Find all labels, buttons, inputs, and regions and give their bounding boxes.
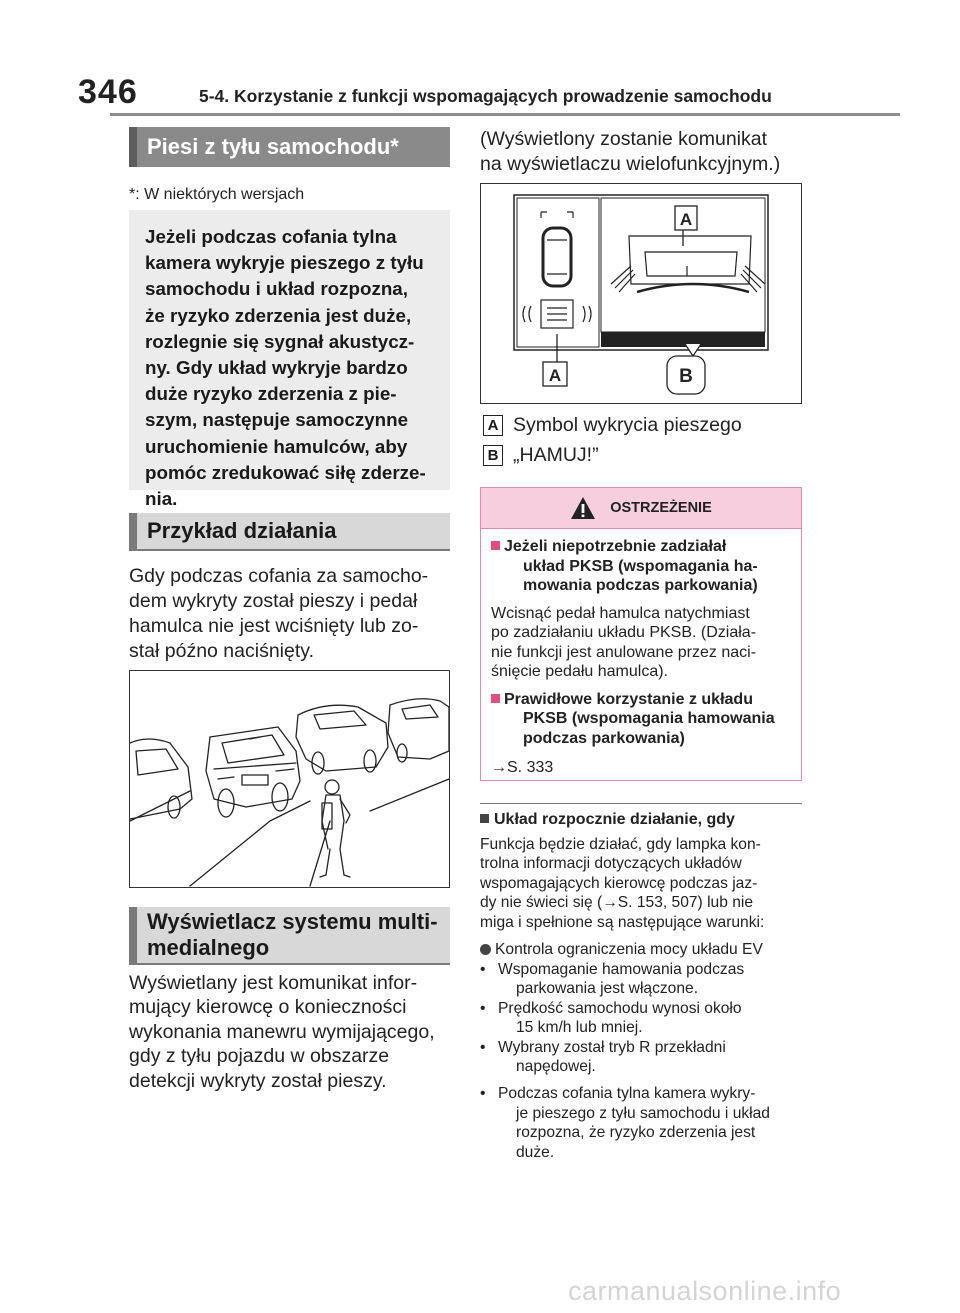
summary-line: kamera wykryje pieszego z tyłu — [145, 252, 424, 274]
summary-line: Jeżeli podczas cofania tylna — [145, 226, 397, 247]
operation-intro-line: trolna informacji dotyczących układów — [480, 855, 742, 873]
display-line: mujący kierowcę o konieczności — [129, 996, 407, 1019]
section-heading-example — [129, 513, 450, 551]
legend-text-a: Symbol wykrycia pieszego — [513, 414, 742, 436]
multifunction-display-drawing — [481, 184, 801, 403]
warning-body-line: nie funkcji jest anulowane przez naci- — [491, 643, 757, 661]
operation-intro-line: Funkcja będzie działać, gdy lampka kon- — [480, 836, 761, 853]
warning-item-1-line: Jeżeli niepotrzebnie zadziałał — [504, 538, 727, 555]
chapter-title: 5-4. Korzystanie z funkcji wspomagających prowadzenie samochodu — [199, 86, 772, 106]
condition-bullet-line: Podczas cofania tylna kamera wykry- — [498, 1085, 756, 1103]
section-heading-pedestrians — [129, 127, 450, 167]
warning-title: OSTRZEŻENIE — [610, 500, 712, 516]
warning-item-1-line: mowania podczas parkowania) — [523, 577, 758, 594]
section-heading-example-text: Przykład działania — [147, 518, 337, 543]
example-line: hamulca nie jest wciśnięty lub zo- — [129, 615, 419, 637]
example-line: dem wykryty został pieszy i pedał — [129, 590, 418, 612]
summary-line: że ryzyko zderzenia jest duże, — [145, 304, 412, 326]
summary-line: szym, następuje samoczynne — [145, 409, 409, 431]
summary-line: duże ryzyko zderzenia z pie- — [145, 383, 397, 405]
warning-body-line: śnięcie pedału hamulca). — [491, 663, 668, 680]
condition-circle-item — [480, 940, 802, 959]
condition-bullet-line: Prędkość samochodu wynosi około — [498, 999, 742, 1017]
grey-square-icon — [480, 814, 489, 823]
example-line: stał późno naciśnięty. — [129, 640, 314, 662]
pink-square-icon — [491, 694, 500, 703]
example-line: Gdy podczas cofania za samocho- — [129, 565, 429, 587]
condition-bullet-line: rozpozna, że ryzyko zderzenia jest — [516, 1124, 756, 1142]
legend-key-b: B — [483, 445, 503, 466]
bullet-dot-icon: • — [480, 999, 486, 1017]
condition-bullet-line: je pieszego z tyłu samochodu i układ — [516, 1104, 770, 1122]
warning-item-2-line: PKSB (wspomagania hamowania — [523, 710, 775, 727]
condition-bullet-line: Wybrany został tryb R przekładni — [498, 1038, 726, 1056]
display-line: detekcji wykryty został pieszy. — [129, 1069, 387, 1092]
section-heading-display — [129, 907, 450, 965]
warning-body-line: po zadziałaniu układu PKSB. (Działa- — [491, 624, 757, 641]
intro-paragraph — [480, 127, 815, 177]
legend-item-a — [483, 414, 742, 437]
section-divider — [480, 803, 802, 804]
section-heading-pedestrians-text: Piesi z tyłu samochodu* — [147, 134, 399, 159]
pink-square-icon — [491, 541, 500, 550]
parking-scene-drawing — [130, 671, 449, 887]
condition-bullet-line: duże. — [516, 1143, 555, 1161]
display-line: wykonania manewru wymijającego, — [129, 1020, 435, 1043]
summary-line: uruchomienie hamulców, aby — [145, 435, 408, 457]
example-paragraph — [129, 564, 459, 664]
condition-bullet — [480, 1038, 802, 1077]
condition-circle-text: Kontrola ograniczenia mocy układu EV — [495, 941, 763, 958]
parking-illustration — [129, 670, 450, 888]
condition-bullet-line: parkowania jest włączone. — [516, 980, 699, 998]
warning-content — [481, 529, 801, 778]
condition-bullet-line: 15 km/h lub mniej. — [516, 1019, 643, 1037]
warning-item-2-heading — [491, 690, 791, 749]
page-number: 346 — [78, 73, 138, 111]
circle-bullet-icon — [480, 944, 491, 955]
warning-item-2-reference: →S. 333 — [491, 759, 554, 776]
summary-line: rozlegnie się sygnał akustycz- — [145, 330, 415, 352]
operation-heading-text: Układ rozpocznie działanie, gdy — [494, 811, 735, 828]
condition-list — [480, 960, 802, 1162]
warning-item-1-heading — [491, 537, 791, 596]
operation-intro-line: wspomagających kierowcę podczas jaz- — [480, 874, 758, 892]
condition-bullet — [480, 1084, 802, 1162]
warning-item-2-line: Prawidłowe korzystanie z układu — [504, 690, 753, 708]
operation-intro — [480, 835, 802, 932]
warning-header — [481, 488, 801, 529]
display-paragraph — [129, 971, 464, 1093]
summary-line: pomóc zredukować siłę zderze- — [145, 461, 426, 483]
condition-bullet-line: napędowej. — [516, 1058, 596, 1076]
intro-line: (Wyświetlony zostanie komunikat — [480, 128, 768, 150]
bullet-dot-icon: • — [480, 961, 486, 978]
footnote: *: W niektórych wersjach — [129, 186, 305, 203]
display-line: gdy z tyłu pojazdu w obszarze — [129, 1045, 390, 1068]
summary-box — [129, 210, 450, 510]
bullet-dot-icon: • — [480, 1038, 486, 1056]
figure-label-a-top: A — [679, 210, 693, 229]
warning-item-1-line: układ PKSB (wspomagania ha- — [523, 557, 758, 575]
warning-body-line: Wcisnąć pedał hamulca natychmiast — [491, 604, 750, 622]
summary-line: samochodu i układ rozpozna, — [145, 278, 408, 300]
intro-line: na wyświetlaczu wielofunkcyjnym.) — [480, 153, 781, 175]
summary-line: nia. — [145, 488, 178, 510]
warning-box — [480, 487, 802, 781]
display-figure — [480, 183, 802, 404]
legend-item-b — [483, 444, 599, 467]
figure-label-a-bottom: A — [548, 366, 562, 385]
legend-key-a: A — [483, 415, 503, 436]
condition-bullet — [480, 999, 802, 1038]
figure-label-b: B — [679, 366, 693, 387]
warning-item-2-line: podczas parkowania) — [523, 729, 685, 747]
section-heading-display-line: medialnego — [147, 935, 270, 960]
section-heading-display-line: Wyświetlacz systemu multi- — [147, 909, 438, 934]
warning-triangle-icon — [570, 496, 596, 520]
warning-item-1-body — [491, 604, 791, 682]
operation-heading — [480, 810, 802, 829]
legend-text-b: „HAMUJ!” — [513, 444, 599, 466]
display-line: Wyświetlany jest komunikat infor- — [129, 972, 418, 994]
operation-intro-line: dy nie świeci się (→S. 153, 507) lub nie — [480, 894, 754, 912]
header-divider — [110, 113, 900, 116]
bullet-dot-icon: • — [480, 1085, 486, 1103]
operation-intro-line: miga i spełnione są następujące warunki: — [480, 913, 765, 931]
watermark: carmanualsonline.info — [568, 1276, 842, 1306]
summary-line: ny. Gdy układ wykryje bardzo — [145, 357, 408, 379]
condition-bullet — [480, 960, 802, 999]
condition-bullet-line: Wspomaganie hamowania podczas — [498, 961, 745, 978]
